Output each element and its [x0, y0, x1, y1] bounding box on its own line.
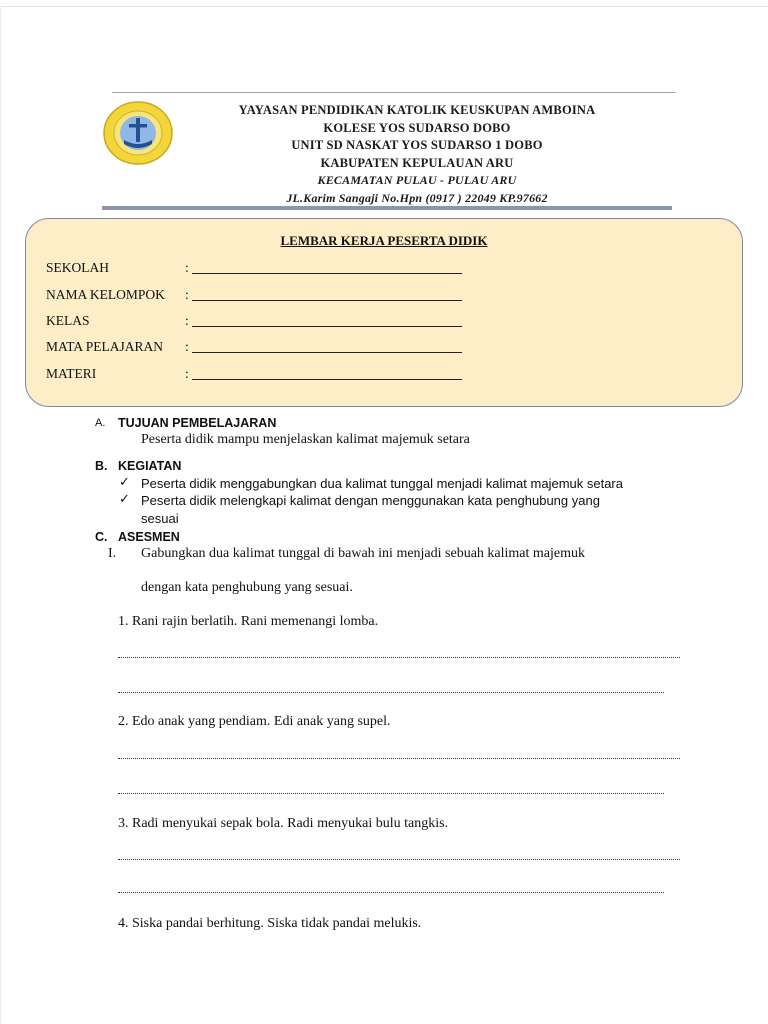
instruction-roman-numeral: I.: [108, 546, 117, 561]
answer-line[interactable]: [118, 655, 680, 658]
activity-item-1: Peserta didik menggabungkan dua kalimat tunggal menjadi kalimat majemuk setara: [141, 476, 623, 491]
answer-line[interactable]: [118, 791, 664, 794]
activity-item-2-continued: sesuai: [141, 511, 179, 526]
field-colon: :: [185, 366, 189, 381]
answer-line[interactable]: [118, 690, 664, 693]
letterhead-top-rule: [112, 92, 676, 93]
section-title: KEGIATAN: [118, 459, 182, 473]
field-blank-line[interactable]: [192, 379, 462, 380]
answer-line[interactable]: [118, 890, 664, 893]
answer-line[interactable]: [118, 756, 680, 759]
question-1: 1. Rani rajin berlatih. Rani memenangi lomba.: [118, 614, 379, 629]
section-title: ASESMEN: [118, 530, 180, 544]
letterhead-regency: KABUPATEN KEPULAUAN ARU: [320, 155, 514, 170]
letterhead-district: KECAMATAN PULAU - PULAU ARU: [317, 173, 517, 187]
question-3: 3. Radi menyukai sepak bola. Radi menyukai bulu tangkis.: [118, 816, 449, 831]
field-colon: :: [185, 313, 189, 328]
field-label: SEKOLAH: [46, 260, 109, 275]
section-letter: B.: [95, 459, 108, 473]
activity-item-2: Peserta didik melengkapi kalimat dengan menggunakan kata penghubung yang: [141, 493, 600, 508]
worksheet-title: LEMBAR KERJA PESERTA DIDIK: [280, 233, 488, 248]
field-colon: :: [185, 287, 189, 302]
instruction-text-line-2: dengan kata penghubung yang sesuai.: [141, 580, 353, 595]
school-seal-logo: [102, 100, 174, 166]
field-label: NAMA KELOMPOK: [46, 287, 165, 302]
checkmark-icon: ✓: [119, 475, 130, 490]
answer-line[interactable]: [118, 857, 680, 860]
field-blank-line[interactable]: [192, 273, 462, 274]
section-title: TUJUAN PEMBELAJARAN: [118, 416, 277, 430]
question-2: 2. Edo anak yang pendiam. Edi anak yang supel.: [118, 714, 391, 729]
letterhead-address: JL.Karim Sangaji No.Hpn (0917 ) 22049 KP.97662: [286, 190, 548, 205]
field-label: MATERI: [46, 366, 97, 381]
letterhead-foundation: YAYASAN PENDIDIKAN KATOLIK KEUSKUPAN AMBOINA: [238, 103, 596, 117]
instruction-text-line-1: Gabungkan dua kalimat tunggal di bawah ini menjadi sebuah kalimat majemuk: [141, 546, 585, 561]
field-blank-line[interactable]: [192, 352, 462, 353]
section-letter: C.: [95, 530, 108, 544]
letterhead-bottom-rule: [102, 206, 672, 210]
letterhead-college: KOLESE YOS SUDARSO DOBO: [323, 120, 511, 135]
section-letter: A.: [95, 417, 106, 429]
question-4: 4. Siska pandai berhitung. Siska tidak pandai melukis.: [118, 916, 422, 931]
worksheet-identity-box: [25, 218, 743, 407]
page-top-border: [0, 6, 768, 7]
checkmark-icon: ✓: [119, 492, 130, 507]
field-colon: :: [185, 260, 189, 275]
learning-objective-text: Peserta didik mampu menjelaskan kalimat majemuk setara: [141, 432, 470, 447]
field-blank-line[interactable]: [192, 326, 462, 327]
letterhead-school-unit: UNIT SD NASKAT YOS SUDARSO 1 DOBO: [291, 138, 543, 152]
page-left-border: [0, 6, 1, 1024]
field-blank-line[interactable]: [192, 300, 462, 301]
letterhead: [102, 92, 672, 212]
field-label: MATA PELAJARAN: [46, 339, 164, 354]
field-label: KELAS: [46, 313, 90, 328]
field-colon: :: [185, 339, 189, 354]
